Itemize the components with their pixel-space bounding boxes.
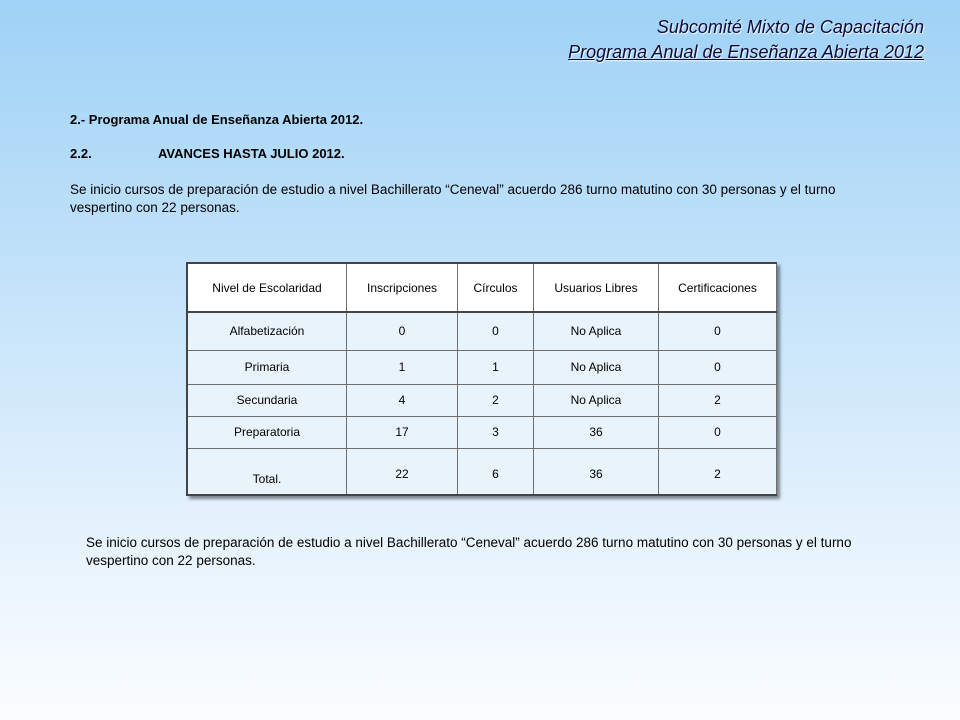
summary-paragraph: Se inicio cursos de preparación de estudio a nivel Bachillerato “Ceneval” acuerdo 286 turno matutino con 30 personas y el turno vespertino con 22 personas. — [86, 535, 852, 568]
table-row — [187, 416, 777, 448]
column-header-nivel: Nivel de Escolaridad — [187, 263, 347, 312]
table-cell: 0 — [458, 312, 534, 350]
table-cell: 1 — [347, 350, 458, 384]
table-cell: 0 — [347, 312, 458, 350]
table-cell: No Aplica — [534, 312, 659, 350]
intro-paragraph: Se inicio cursos de preparación de estudio a nivel Bachillerato “Ceneval” acuerdo 286 turno matutino con 30 personas y el turno vespertino con 22 personas. — [70, 182, 836, 215]
slide-title-line-2: Programa Anual de Enseñanza Abierta 2012 — [568, 42, 924, 62]
table-cell: 1 — [458, 350, 534, 384]
table-cell: Primaria — [187, 350, 347, 384]
table-cell: Secundaria — [187, 384, 347, 416]
section-heading: 2.- Programa Anual de Enseñanza Abierta 2012. — [70, 112, 364, 127]
table-cell: 4 — [347, 384, 458, 416]
table-cell: 36 — [534, 416, 659, 448]
subsection-title: AVANCES HASTA JULIO 2012. — [158, 146, 345, 161]
table-cell: 0 — [659, 350, 777, 384]
column-header-usuarios-libres: Usuarios Libres — [534, 263, 659, 312]
table-cell: No Aplica — [534, 384, 659, 416]
table-cell: 0 — [659, 312, 777, 350]
enrollment-table — [186, 262, 777, 496]
table-cell: 3 — [458, 416, 534, 448]
table-cell: 36 — [534, 448, 659, 495]
subsection-heading — [70, 146, 345, 161]
table-cell: Preparatoria — [187, 416, 347, 448]
table-cell: No Aplica — [534, 350, 659, 384]
table-cell: 22 — [347, 448, 458, 495]
table-cell: 2 — [659, 448, 777, 495]
column-header-circulos: Círculos — [458, 263, 534, 312]
subsection-number: 2.2. — [70, 146, 92, 161]
table-row — [187, 384, 777, 416]
table-cell: 2 — [458, 384, 534, 416]
table-cell: Alfabetización — [187, 312, 347, 350]
table-header-row — [187, 263, 777, 312]
column-header-inscripciones: Inscripciones — [347, 263, 458, 312]
table-row — [187, 350, 777, 384]
table-row — [187, 312, 777, 350]
slide-title-line-1: Subcomité Mixto de Capacitación — [656, 17, 924, 37]
table-total-row — [187, 448, 777, 495]
table-cell-total-label: Total. — [187, 448, 347, 495]
table-cell: 6 — [458, 448, 534, 495]
table-cell: 2 — [659, 384, 777, 416]
table-cell: 17 — [347, 416, 458, 448]
column-header-certificaciones: Certificaciones — [659, 263, 777, 312]
table-cell: 0 — [659, 416, 777, 448]
